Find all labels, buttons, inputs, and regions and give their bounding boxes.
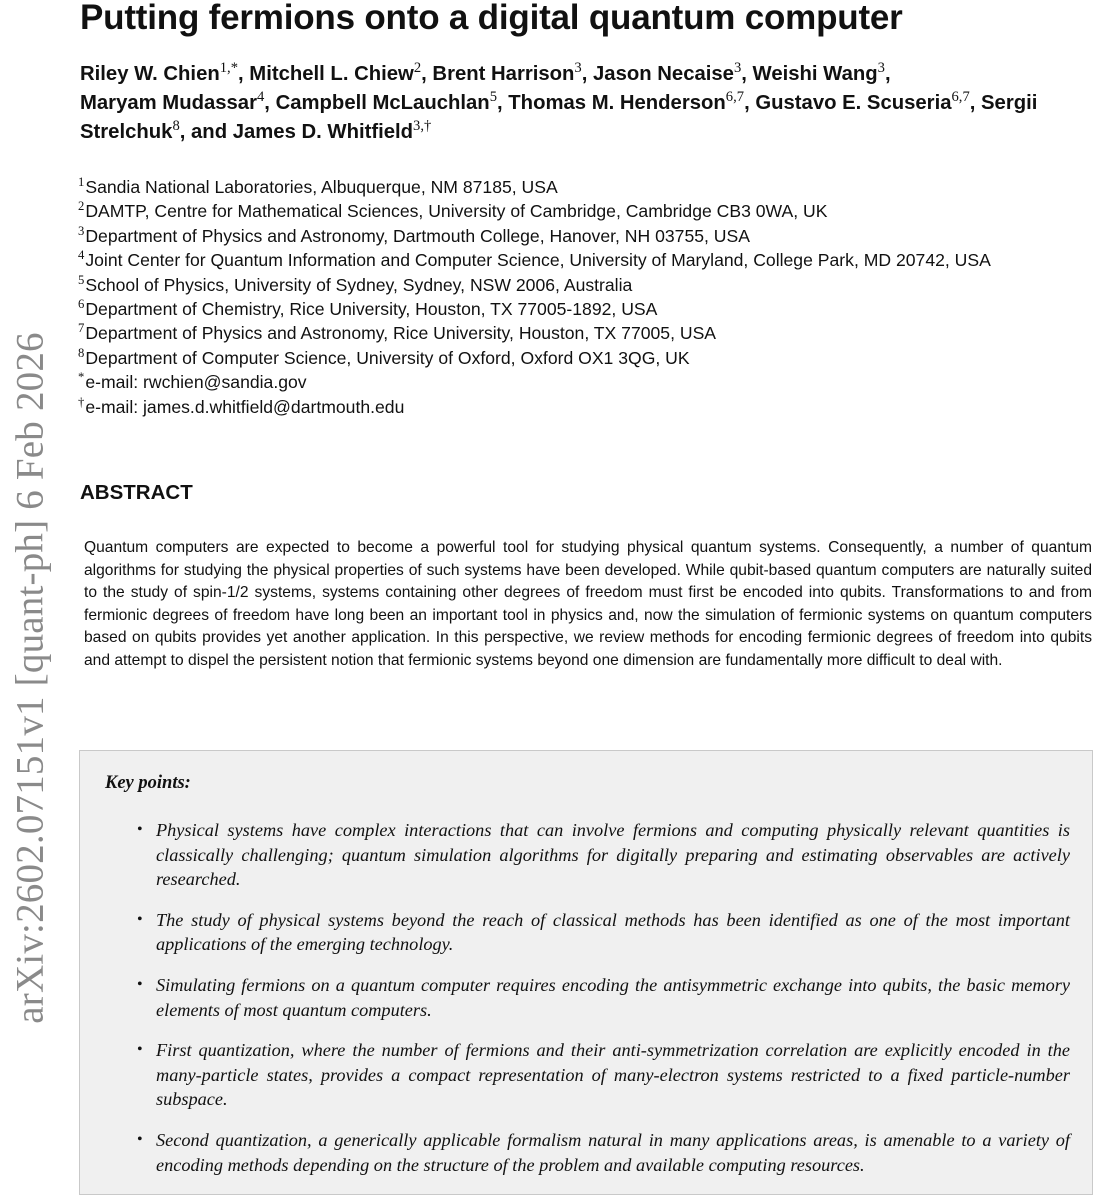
- affiliation: $^6$Department of Chemistry, Rice University, Houston, TX 77005-1892, USA: [78, 297, 658, 320]
- bullet-icon: •: [137, 1041, 143, 1059]
- bullet-icon: •: [137, 1130, 143, 1148]
- affiliation-list: [78, 175, 1088, 419]
- email-contact: †e-mail: james.d.whitfield@dartmouth.edu: [78, 394, 405, 417]
- author: Weishi Wang$^3$,: [752, 59, 891, 85]
- key-point: • Physical systems have complex interactions that can involve fermions and computing physically relevant quantities is classically challenging; quantum simulation algorithms for digitally preparing and estimating observables are actively researched.: [137, 820, 1070, 890]
- arxiv-side-stamp: [0, 0, 60, 1200]
- key-point: • First quantization, where the number of fermions and their anti-symmetrization correlation are explicitly encoded in the many-particle states, provides a compact representation of many-electron systems restricted to a fixed particle-number subspace.: [137, 1040, 1070, 1110]
- key-point: • Second quantization, a generically applicable formalism natural in many applications areas, is amenable to a variety of encoding methods depending on the structure of the problem and available computing resources.: [137, 1129, 1070, 1175]
- abstract-heading: ABSTRACT: [80, 481, 193, 504]
- email-contact: *e-mail: rwchien@sandia.gov: [78, 370, 307, 393]
- author: Gustavo E. Scuseria$^{6,7}$,: [755, 88, 982, 114]
- key-point: • Simulating fermions on a quantum computer requires encoding the antisymmetric exchange into qubits, the basic memory elements of most quantum computers.: [137, 974, 1070, 1020]
- bullet-icon: •: [137, 910, 143, 928]
- paper-title: Putting fermions onto a digital quantum computer: [80, 0, 903, 37]
- arxiv-identifier: arXiv:2602.07151v1 [quant-ph] 6 Feb 2026: [8, 332, 52, 1024]
- author: Mitchell L. Chiew$^2$,: [249, 59, 433, 85]
- key-point: • The study of physical systems beyond the reach of classical methods has been identified as one of the most important applications of the emerging technology.: [137, 909, 1070, 955]
- author: Brent Harrison$^3$,: [432, 59, 594, 85]
- key-points-title: Key points:: [105, 773, 191, 793]
- key-points-list: [137, 818, 1070, 1193]
- affiliation: $^2$DAMTP, Centre for Mathematical Sciences, University of Cambridge, Cambridge CB3 0WA, UK: [78, 199, 828, 222]
- key-points-box: [79, 750, 1093, 1195]
- bullet-icon: •: [137, 821, 143, 838]
- author: Riley W. Chien$^{1,*}$,: [80, 59, 250, 85]
- author: Maryam Mudassar$^4$,: [80, 88, 276, 114]
- affiliation: $^4$Joint Center for Quantum Information and Computer Science, University of Maryland, College Park, MD 20742, USA: [78, 248, 991, 271]
- affiliation: $^5$School of Physics, University of Sydney, Sydney, NSW 2006, Australia: [78, 272, 633, 295]
- author: Campbell McLauchlan$^5$,: [275, 88, 509, 114]
- affiliation: $^1$Sandia National Laboratories, Albuquerque, NM 87185, USA: [78, 175, 558, 197]
- author: Thomas M. Henderson$^{6,7}$,: [508, 88, 756, 114]
- abstract-body: Quantum computers are expected to become a powerful tool for studying physical quantum systems. Consequently, a number of quantum algorithms for studying the physical properties of such systems have been developed. While qubit-based quantum computers are naturally suited to the study of spin-1/2 systems, systems containing other degrees of freedom must first be encoded into qubits. Transformations to and from fermionic degrees of freedom have long been an important tool in physics and, now the simulation of fermionic systems on quantum computers based on qubits provides yet another application. In this perspective, we review methods for encoding fermionic degrees of freedom into qubits and attempt to dispel the persistent notion that fermionic systems beyond one dimension are fundamentally more difficult to deal with.: [84, 539, 1092, 669]
- author: Sergii Strelchuk$^8$, and: [80, 92, 1038, 143]
- bullet-icon: •: [137, 975, 143, 993]
- affiliation: $^3$Department of Physics and Astronomy, Dartmouth College, Hanover, NH 03755, USA: [78, 223, 750, 246]
- author: James D. Whitfield$^{3,\dagger}$: [232, 117, 432, 143]
- affiliation: $^8$Department of Computer Science, University of Oxford, Oxford OX1 3QG, UK: [78, 345, 690, 368]
- author-list: [80, 60, 1080, 147]
- affiliation: $^7$Department of Physics and Astronomy, Rice University, Houston, TX 77005, USA: [78, 321, 717, 344]
- author: Jason Necaise$^3$,: [593, 59, 753, 85]
